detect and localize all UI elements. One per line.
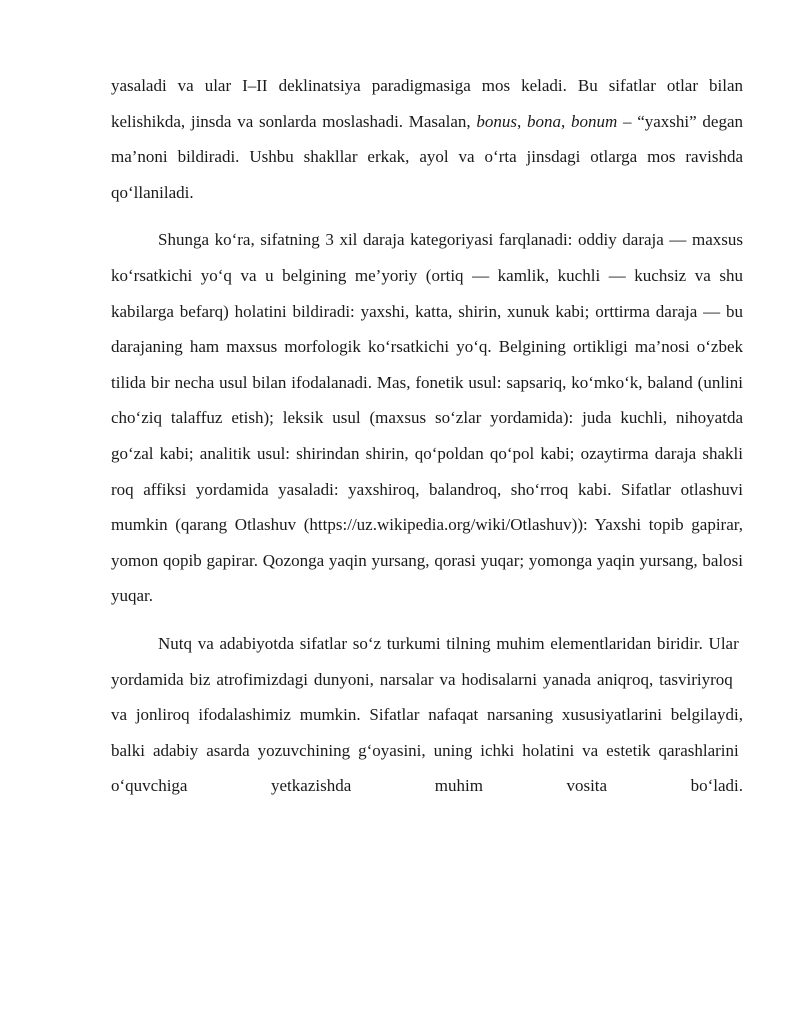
paragraph-1-text-4: – “yaxshi” degan ma’noni bildiradi. Ushbu shakllar erkak, ayol va o‘rta jinsdagi otlarga mos ravishda qo‘llaniladi. [111, 111, 743, 202]
italic-word-bona: bona [526, 111, 561, 131]
document-body [111, 68, 743, 804]
paragraph-3 [111, 626, 743, 804]
paragraph-2-text: Shunga ko‘ra, sifatning 3 xil daraja kategoriyasi farqlanadi: oddiy daraja — maxsus ko‘rsatkichi yo‘q va u belgining me’yoriy (ortiq — kamlik, kuchli — kuchsiz va shu kabilarga befarq) holatini bildiradi: yaxshi, katta, shirin, xunuk kabi; orttirma daraja — bu darajaning ham maxsus morfologik ko‘rsatkichi yo‘q. Belgining ortikligi ma’nosi o‘zbek tilida bir necha usul bilan ifodalanadi. Mas, fonetik usul: sapsariq, ko‘mko‘k, baland (unlini cho‘ziq talaffuz etish); leksik usul (maxsus so‘zlar yordamida): juda kuchli, nihoyatda go‘zal kabi; analitik usul: shirindan shirin, qo‘poldan qo‘pol kabi; ozaytirma daraja shakli roq affiksi yordamida yasaladi: yaxshiroq, balandroq, sho‘rroq kabi. Sifatlar otlashuvi mumkin (qarang Otlashuv (https://uz.wikipedia.org/wiki/Otlashuv)): Yaxshi topib gapirar, yomon qopib gapirar. Qozonga yaqin yursang, qorasi yuqar; yomonga yaqin yursang, balosi yuqar. [111, 230, 743, 606]
paragraph-1 [111, 68, 743, 210]
paragraph-3-text: Nutq va adabiyotda sifatlar so‘z turkumi tilning muhim elementlaridan biridir. Ular yordamida biz atrofimizdagi dunyoni, narsalar va hodisalarni yanada aniqroq, tasviriyroq va jonliroq ifodalashimiz mumkin. Sifatlar nafaqat narsaning xususiyatlarini belgilaydi, balki adabiy asarda yozuvchining g‘oyasini, uning ichki holatini va estetik qarashlarini o‘quvchiga yetkazishda muhim vosita bo‘ladi. [111, 633, 743, 796]
paragraph-1-text-1: yasaladi va ular I–II deklinatsiya paradigmasiga mos keladi. Bu sifatlar otlar bilan kelishikda, jinsda va sonlarda moslashadi. Masalan, [111, 76, 743, 131]
paragraph-1-text-2: , [516, 111, 527, 131]
paragraph-2 [111, 222, 743, 614]
paragraph-1-text-3: , [560, 111, 571, 131]
italic-word-bonum: bonum [570, 111, 618, 131]
italic-word-bonus: bonus [476, 111, 517, 131]
